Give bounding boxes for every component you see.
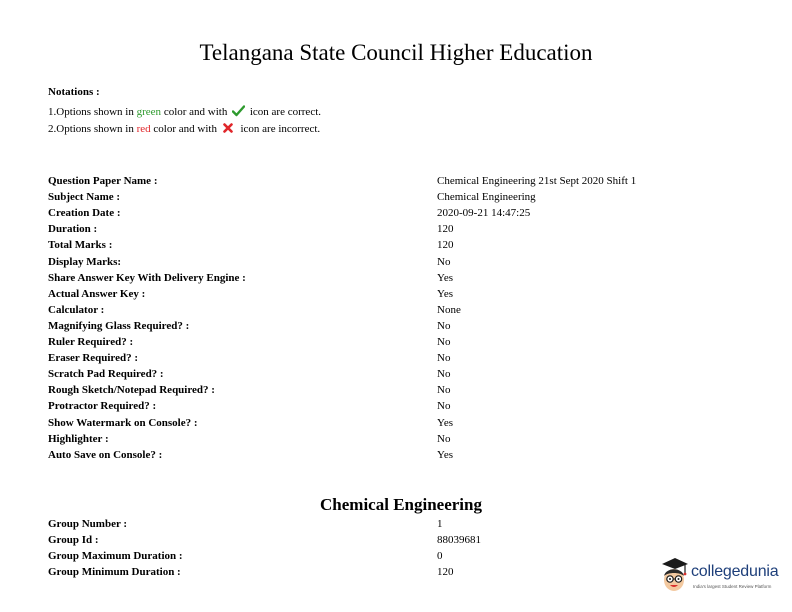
notation-correct-prefix: 1.Options shown in [48, 106, 137, 118]
detail-row [48, 189, 748, 205]
detail-row [48, 447, 748, 463]
detail-row [48, 286, 748, 302]
notation-incorrect-suffix: icon are incorrect. [237, 123, 321, 135]
detail-value: Yes [437, 287, 454, 300]
detail-row [48, 431, 748, 447]
detail-row [48, 564, 748, 580]
notation-correct-suffix: icon are correct. [247, 106, 322, 118]
detail-value: Chemical Engineering 21st Sept 2020 Shift 1 [437, 175, 637, 187]
detail-value: 120 [437, 239, 454, 252]
notation-incorrect-prefix: 2.Options shown in [48, 123, 137, 135]
check-icon [232, 105, 245, 117]
detail-label: Question Paper Name : [48, 175, 158, 187]
notation-correct-middle: color and with [161, 106, 231, 118]
detail-label: Share Answer Key With Delivery Engine : [48, 271, 246, 284]
detail-row [48, 366, 748, 382]
detail-row [48, 415, 748, 431]
detail-label: Magnifying Glass Required? : [48, 319, 190, 332]
detail-value: 88039681 [437, 534, 481, 547]
detail-label: Calculator : [48, 303, 105, 316]
green-color-word: green [136, 106, 162, 118]
detail-label: Display Marks: [48, 255, 122, 268]
notation-incorrect [48, 122, 320, 136]
detail-row [48, 270, 748, 286]
notation-correct [48, 105, 321, 119]
detail-value: No [437, 368, 451, 381]
detail-value: No [437, 352, 451, 365]
detail-label: Duration : [48, 223, 98, 236]
detail-label: Protractor Required? : [48, 400, 157, 413]
logo-name: collegedunia [691, 563, 779, 580]
detail-value: No [437, 384, 451, 397]
detail-value: Chemical Engineering [437, 191, 536, 204]
detail-row [48, 516, 748, 532]
detail-row [48, 254, 748, 270]
logo-tagline: India's largest Student Review Platform [693, 584, 772, 589]
detail-value: Yes [437, 416, 454, 429]
detail-label: Group Maximum Duration : [48, 550, 183, 563]
detail-row [48, 382, 748, 398]
cross-icon [223, 123, 233, 133]
detail-row [48, 173, 748, 189]
detail-value: 1 [437, 518, 443, 530]
detail-label: Creation Date : [48, 207, 121, 220]
detail-value: 120 [437, 223, 454, 236]
detail-label: Group Minimum Duration : [48, 566, 181, 579]
detail-label: Group Number : [48, 518, 128, 530]
detail-value: No [437, 255, 451, 268]
detail-label: Actual Answer Key : [48, 287, 146, 300]
detail-value: Yes [437, 448, 454, 461]
detail-row [48, 398, 748, 414]
detail-value: 0 [437, 550, 443, 563]
detail-label: Highlighter : [48, 432, 109, 445]
detail-label: Rough Sketch/Notepad Required? : [48, 384, 215, 397]
detail-value: No [437, 400, 451, 413]
section-title: Chemical Engineering [320, 495, 482, 514]
detail-value: No [437, 319, 451, 332]
detail-value: 120 [437, 566, 454, 579]
detail-row [48, 205, 748, 221]
detail-value: No [437, 432, 451, 445]
detail-row [48, 350, 748, 366]
detail-row [48, 318, 748, 334]
detail-row [48, 302, 748, 318]
detail-row [48, 548, 748, 564]
notations-heading: Notations : [48, 86, 100, 98]
notation-incorrect-middle: color and with [150, 123, 220, 135]
detail-value: 2020-09-21 14:47:25 [437, 207, 531, 220]
detail-label: Eraser Required? : [48, 352, 139, 365]
detail-row [48, 221, 748, 237]
detail-label: Subject Name : [48, 191, 121, 204]
detail-row [48, 532, 748, 548]
detail-value: Yes [437, 271, 454, 284]
red-color-word: red [136, 123, 151, 135]
detail-label: Total Marks : [48, 239, 113, 252]
detail-row [48, 334, 748, 350]
detail-value: No [437, 336, 451, 348]
detail-label: Show Watermark on Console? : [48, 416, 198, 429]
detail-label: Auto Save on Console? : [48, 448, 163, 461]
detail-label: Ruler Required? : [48, 336, 134, 348]
detail-label: Group Id : [48, 534, 99, 547]
graduate-mascot-icon [658, 555, 690, 595]
detail-value: None [437, 303, 461, 316]
page-title: Telangana State Council Higher Education [199, 40, 593, 65]
collegedunia-logo [658, 555, 786, 595]
detail-row [48, 237, 748, 253]
detail-label: Scratch Pad Required? : [48, 368, 164, 381]
